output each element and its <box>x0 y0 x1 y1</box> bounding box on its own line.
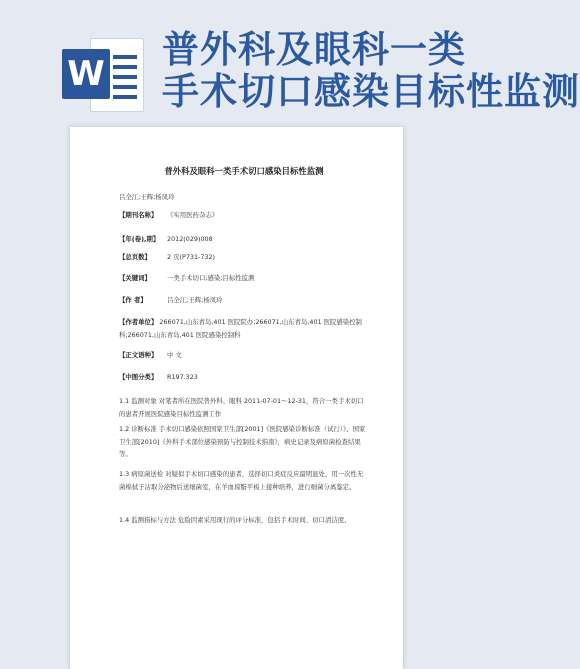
field-keywords <box>119 272 369 285</box>
field-value: 266071,山东青岛,401 医院院办;266071,山东青岛,401 医院感染控制科;266071,山东青岛,401 医院感染控制科 <box>119 318 362 339</box>
author-line: 吕全江;王辉;杨凤玲 <box>119 193 175 201</box>
field-label: 【作者单位】 <box>119 318 158 326</box>
banner-title-line1: 普外科及眼科一类 <box>162 28 466 71</box>
field-author <box>119 294 369 307</box>
body-paragraph: 1.2 诊断标准 手术切口感染依照国家卫生部[2001]《医院感染诊断标准（试行）》、国家卫生部[2010]《外科手术部位感染预防与控制技术指南》，病史记录及病原菌检查结果等。 <box>119 425 366 458</box>
field-label: 【期刊名称】 <box>119 211 158 219</box>
field-pages <box>119 251 369 264</box>
document-title: 普外科及眼科一类手术切口感染目标性监测 <box>164 166 324 176</box>
field-value: 《实用医药杂志》 <box>167 211 219 219</box>
field-language <box>119 349 369 362</box>
field-value: 2012(029)008 <box>167 235 213 243</box>
field-label: 【关键词】 <box>119 274 151 282</box>
word-document-icon <box>62 38 142 110</box>
field-label: 【中图分类】 <box>119 373 158 381</box>
field-value: R197.323 <box>167 373 198 381</box>
body-paragraph: 1.3 病原菌送检 对疑似手术切口感染的患者，选择切口炎症反应最明显处，用一次性无菌棉拭子沾取分泌物后送细菌室，在羊血琼脂平板上接种培养，进行细菌分离鉴定。 <box>119 470 364 491</box>
field-label: 【正文语种】 <box>119 351 158 359</box>
body-paragraph: 1.4 监测指标与方法 危险因素采用现行的评分标准，包括手术时间、切口清洁度、 <box>119 516 351 524</box>
field-label: 【年(卷),期】 <box>119 235 160 243</box>
field-clc <box>119 371 369 384</box>
field-label: 【作 者】 <box>119 296 147 304</box>
field-year <box>119 233 369 246</box>
body-paragraph: 1.1 监测对象 对笔者所在医院普外科、眼科 2011-07-01～12-31，符合一类手术切口的患者开展医院感染目标性监测工作 <box>119 397 364 418</box>
cover-banner <box>0 0 580 135</box>
word-badge: W <box>62 49 110 99</box>
field-value: 中 文 <box>167 351 182 359</box>
field-value: 吕全江;王辉;杨凤玲 <box>167 296 223 304</box>
field-journal <box>119 209 369 222</box>
field-value: 2 页(P731-732) <box>167 253 216 261</box>
document-page <box>70 127 403 669</box>
field-value: 一类手术切口;感染;目标性监测 <box>167 274 255 282</box>
field-label: 【总页数】 <box>119 253 151 261</box>
banner-title-line2: 手术切口感染目标性监测 <box>162 70 580 113</box>
field-affiliation <box>119 316 369 342</box>
